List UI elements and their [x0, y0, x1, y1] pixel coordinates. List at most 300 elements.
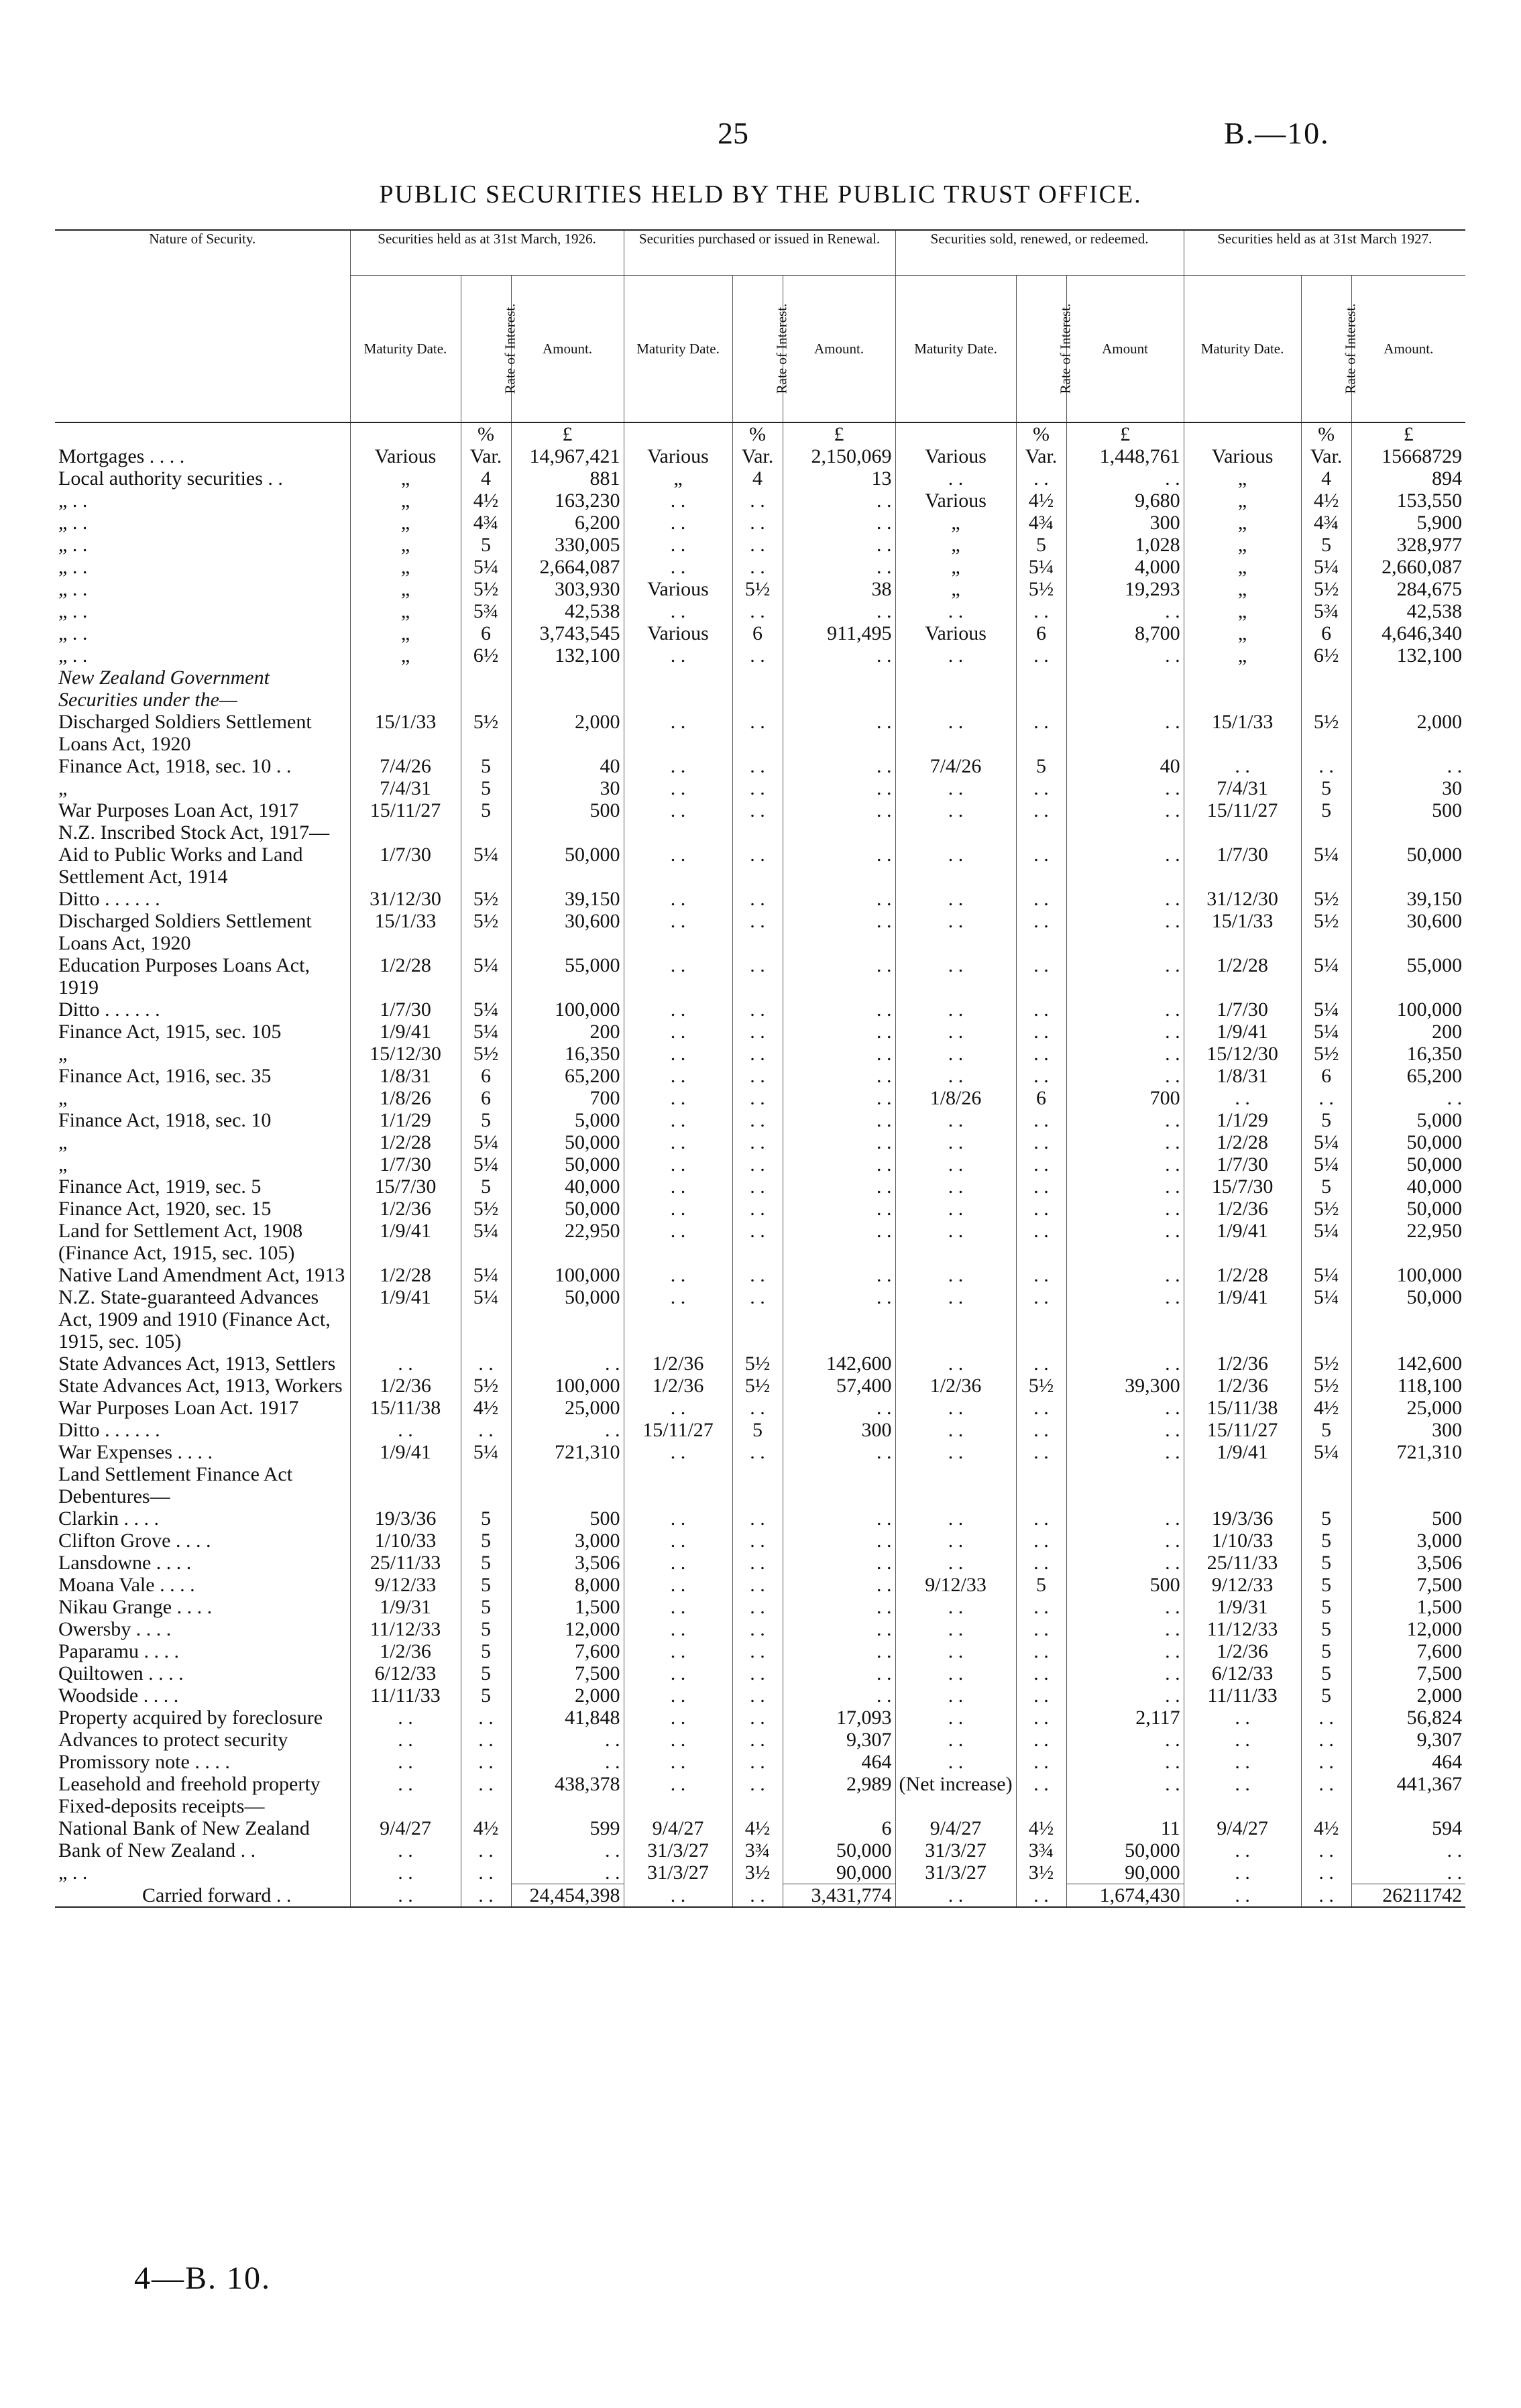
- value-cell: . .: [1066, 1043, 1184, 1065]
- value-cell: 284,675: [1351, 578, 1465, 600]
- empty-cell: [732, 1463, 783, 1507]
- empty-cell: [895, 1795, 1016, 1817]
- value-cell: 894: [1351, 467, 1465, 490]
- value-cell: 700: [1066, 1087, 1184, 1109]
- value-cell: . .: [895, 1198, 1016, 1220]
- value-cell: . .: [1016, 910, 1066, 954]
- empty-cell: [461, 667, 511, 711]
- value-cell: . .: [783, 600, 895, 622]
- value-cell: 153,550: [1351, 490, 1465, 512]
- value-cell: . .: [732, 1153, 783, 1176]
- value-cell: 5¼: [1301, 1153, 1351, 1176]
- empty-cell: [895, 667, 1016, 711]
- value-cell: . .: [783, 1574, 895, 1596]
- value-cell: Var.: [461, 445, 511, 467]
- value-cell: „: [1184, 622, 1301, 644]
- value-cell: 1/9/41: [350, 1286, 461, 1353]
- value-cell: 50,000: [511, 1286, 624, 1353]
- value-cell: . .: [783, 1264, 895, 1286]
- value-cell: . .: [461, 1419, 511, 1441]
- value-cell: 65,200: [511, 1065, 624, 1087]
- value-cell: 11/11/33: [350, 1684, 461, 1707]
- table-row: [55, 821, 1465, 844]
- value-cell: 50,000: [783, 1839, 895, 1861]
- value-cell: 1/2/28: [350, 954, 461, 998]
- value-cell: . .: [1016, 1684, 1066, 1707]
- value-cell: 31/12/30: [350, 888, 461, 910]
- value-cell: 15/1/33: [1184, 711, 1301, 755]
- value-cell: 30,600: [511, 910, 624, 954]
- value-cell: . .: [895, 467, 1016, 490]
- value-cell: 5¼: [461, 556, 511, 578]
- security-name: „ . .: [58, 622, 88, 644]
- rate-header: Rate of Interest.: [732, 276, 783, 423]
- security-name: Finance Act, 1918, sec. 10: [58, 1109, 272, 1131]
- value-cell: 5½: [461, 888, 511, 910]
- value-cell: 7/4/31: [1184, 777, 1301, 799]
- value-cell: . .: [461, 1353, 511, 1375]
- value-cell: 1/2/36: [624, 1375, 732, 1397]
- empty-cell: [1351, 1463, 1465, 1507]
- value-cell: 1/2/36: [624, 1353, 732, 1375]
- value-cell: . .: [1066, 1397, 1184, 1419]
- value-cell: 30: [511, 777, 624, 799]
- security-name: Aid to Public Works and Land Settlement Act, 1914: [58, 844, 303, 888]
- empty-cell: [1351, 667, 1465, 711]
- value-cell: . .: [1184, 1839, 1301, 1861]
- value-cell: 1/2/36: [1184, 1375, 1301, 1397]
- value-cell: . .: [511, 1751, 624, 1773]
- value-cell: . .: [624, 644, 732, 667]
- value-cell: . .: [895, 777, 1016, 799]
- value-cell: 5¼: [461, 1220, 511, 1264]
- value-cell: . .: [1351, 755, 1465, 777]
- value-cell: 5½: [732, 1375, 783, 1397]
- value-cell: . .: [732, 1640, 783, 1662]
- value-cell: . .: [732, 490, 783, 512]
- value-cell: 500: [511, 799, 624, 821]
- value-cell: 2,000: [1351, 1684, 1465, 1707]
- value-cell: . .: [1016, 1109, 1066, 1131]
- value-cell: 5: [1016, 1574, 1066, 1596]
- value-cell: „: [350, 600, 461, 622]
- value-cell: . .: [732, 1065, 783, 1087]
- value-cell: . .: [1301, 1729, 1351, 1751]
- value-cell: 22,950: [511, 1220, 624, 1264]
- table-row: [55, 1087, 1465, 1109]
- value-cell: 5½: [1301, 888, 1351, 910]
- value-cell: „: [895, 534, 1016, 556]
- value-cell: „: [350, 512, 461, 534]
- total-cell: . .: [732, 1884, 783, 1908]
- value-cell: 1/9/41: [1184, 1441, 1301, 1463]
- value-cell: . .: [895, 1264, 1016, 1286]
- value-cell: 25/11/33: [350, 1552, 461, 1574]
- value-cell: 100,000: [1351, 1264, 1465, 1286]
- page-number: 25: [718, 116, 748, 150]
- value-cell: . .: [732, 1198, 783, 1220]
- value-cell: . .: [1066, 1596, 1184, 1618]
- value-cell: 1/9/41: [1184, 1021, 1301, 1043]
- security-name: N.Z. Inscribed Stock Act, 1917—: [58, 821, 330, 844]
- value-cell: 3,506: [511, 1552, 624, 1574]
- value-cell: . .: [350, 1419, 461, 1441]
- value-cell: 1/8/26: [895, 1087, 1016, 1109]
- empty-cell: [1184, 1795, 1301, 1817]
- table-row: [55, 954, 1465, 998]
- value-cell: 2,000: [511, 711, 624, 755]
- security-name: „ . .: [58, 534, 88, 556]
- security-name: Promissory note . . . .: [58, 1751, 230, 1773]
- value-cell: . .: [783, 1176, 895, 1198]
- value-cell: . .: [1066, 1065, 1184, 1087]
- value-cell: . .: [1016, 1220, 1066, 1264]
- percent-unit: %: [732, 422, 783, 445]
- maturity-header: Maturity Date.: [1184, 276, 1301, 423]
- value-cell: . .: [1066, 1176, 1184, 1198]
- value-cell: 1/8/31: [350, 1065, 461, 1087]
- value-cell: 5½: [1301, 1375, 1351, 1397]
- value-cell: 42,538: [1351, 600, 1465, 622]
- value-cell: . .: [624, 1552, 732, 1574]
- value-cell: 9/4/27: [1184, 1817, 1301, 1839]
- value-cell: . .: [1184, 1751, 1301, 1773]
- value-cell: 15/11/27: [350, 799, 461, 821]
- value-cell: 721,310: [1351, 1441, 1465, 1463]
- table-row: [55, 888, 1465, 910]
- value-cell: 500: [511, 1507, 624, 1530]
- table-row: [55, 1286, 1465, 1353]
- table-row: [55, 799, 1465, 821]
- total-cell: . .: [461, 1884, 511, 1908]
- value-cell: . .: [732, 1662, 783, 1684]
- value-cell: 9/12/33: [1184, 1574, 1301, 1596]
- empty-cell: [1184, 1463, 1301, 1507]
- table-row: [55, 1131, 1465, 1153]
- value-cell: . .: [783, 1507, 895, 1530]
- value-cell: . .: [732, 556, 783, 578]
- value-cell: . .: [732, 1618, 783, 1640]
- value-cell: . .: [350, 1773, 461, 1795]
- security-name: Discharged Soldiers Settlement Loans Act, 1920: [58, 711, 312, 755]
- total-cell: . .: [1184, 1884, 1301, 1908]
- security-name: Leasehold and freehold property: [58, 1773, 321, 1795]
- table-row: [55, 1353, 1465, 1375]
- value-cell: 6: [732, 622, 783, 644]
- total-cell: . .: [1301, 1884, 1351, 1908]
- value-cell: 5: [461, 755, 511, 777]
- value-cell: 9/4/27: [350, 1817, 461, 1839]
- value-cell: . .: [624, 1662, 732, 1684]
- value-cell: . .: [732, 711, 783, 755]
- table-row: [55, 1795, 1465, 1817]
- empty-cell: [732, 667, 783, 711]
- value-cell: . .: [1066, 1419, 1184, 1441]
- table-row: [55, 667, 1465, 711]
- value-cell: 200: [511, 1021, 624, 1043]
- value-cell: . .: [624, 711, 732, 755]
- value-cell: 39,150: [1351, 888, 1465, 910]
- value-cell: . .: [624, 998, 732, 1021]
- value-cell: . .: [895, 1618, 1016, 1640]
- value-cell: 25/11/33: [1184, 1552, 1301, 1574]
- value-cell: 4: [1301, 467, 1351, 490]
- value-cell: . .: [1066, 1264, 1184, 1286]
- value-cell: 57,400: [783, 1375, 895, 1397]
- security-name: Woodside . . . .: [58, 1684, 179, 1707]
- value-cell: . .: [732, 888, 783, 910]
- empty-cell: [1301, 821, 1351, 844]
- table-row: [55, 1530, 1465, 1552]
- value-cell: . .: [732, 1087, 783, 1109]
- value-cell: „: [350, 578, 461, 600]
- value-cell: . .: [783, 711, 895, 755]
- value-cell: . .: [1066, 1684, 1184, 1707]
- value-cell: . .: [624, 1640, 732, 1662]
- security-name: Land Settlement Finance Act Debentures—: [58, 1463, 293, 1507]
- value-cell: 9,307: [783, 1729, 895, 1751]
- value-cell: . .: [1066, 1109, 1184, 1131]
- value-cell: . .: [732, 1707, 783, 1729]
- value-cell: . .: [1066, 1552, 1184, 1574]
- value-cell: 9/12/33: [350, 1574, 461, 1596]
- security-name: „ . .: [58, 644, 88, 667]
- value-cell: 4½: [1016, 1817, 1066, 1839]
- value-cell: 5¼: [1016, 556, 1066, 578]
- value-cell: 4: [461, 467, 511, 490]
- value-cell: . .: [895, 844, 1016, 888]
- table-row: [55, 1596, 1465, 1618]
- table-row: [55, 1109, 1465, 1131]
- value-cell: . .: [1066, 1751, 1184, 1773]
- value-cell: . .: [1066, 1773, 1184, 1795]
- empty-cell: [350, 1463, 461, 1507]
- value-cell: 2,660,087: [1351, 556, 1465, 578]
- security-name: „ . .: [58, 600, 88, 622]
- value-cell: „: [1184, 467, 1301, 490]
- value-cell: . .: [732, 600, 783, 622]
- value-cell: . .: [895, 1662, 1016, 1684]
- value-cell: Various: [1184, 445, 1301, 467]
- value-cell: . .: [732, 644, 783, 667]
- value-cell: 5¼: [1301, 844, 1351, 888]
- empty-cell: [624, 1463, 732, 1507]
- value-cell: . .: [895, 1419, 1016, 1441]
- value-cell: 5¼: [461, 998, 511, 1021]
- value-cell: . .: [732, 1131, 783, 1153]
- value-cell: . .: [895, 998, 1016, 1021]
- table-row: [55, 1021, 1465, 1043]
- amount-header: Amount.: [1351, 276, 1465, 423]
- value-cell: . .: [624, 1131, 732, 1153]
- value-cell: 50,000: [1351, 1198, 1465, 1220]
- value-cell: 9/12/33: [895, 1574, 1016, 1596]
- value-cell: 25,000: [1351, 1397, 1465, 1419]
- value-cell: . .: [732, 1751, 783, 1773]
- value-cell: . .: [1066, 467, 1184, 490]
- value-cell: . .: [624, 534, 732, 556]
- value-cell: 11/11/33: [1184, 1684, 1301, 1707]
- value-cell: 40,000: [1351, 1176, 1465, 1198]
- value-cell: 7/4/26: [350, 755, 461, 777]
- value-cell: 15/12/30: [350, 1043, 461, 1065]
- value-cell: . .: [732, 534, 783, 556]
- value-cell: . .: [783, 888, 895, 910]
- empty-cell: [461, 1795, 511, 1817]
- value-cell: 7,500: [1351, 1574, 1465, 1596]
- value-cell: . .: [895, 1441, 1016, 1463]
- table-row: [55, 1773, 1465, 1795]
- value-cell: 5¼: [1301, 998, 1351, 1021]
- value-cell: . .: [1016, 1153, 1066, 1176]
- value-cell: 6: [1016, 1087, 1066, 1109]
- value-cell: 40,000: [511, 1176, 624, 1198]
- units-row: [55, 422, 1465, 445]
- page-title: PUBLIC SECURITIES HELD BY THE PUBLIC TRUST OFFICE.: [379, 180, 1142, 209]
- table-row: [55, 622, 1465, 644]
- value-cell: 38: [783, 578, 895, 600]
- table-row: [55, 910, 1465, 954]
- value-cell: . .: [1016, 1552, 1066, 1574]
- value-cell: . .: [624, 1043, 732, 1065]
- security-name: State Advances Act, 1913, Settlers: [58, 1353, 336, 1375]
- value-cell: „: [895, 578, 1016, 600]
- value-cell: 31/3/27: [624, 1839, 732, 1861]
- table-row: [55, 512, 1465, 534]
- value-cell: 3½: [1016, 1861, 1066, 1884]
- rate-header: Rate of Interest.: [1301, 276, 1351, 423]
- value-cell: 15/1/33: [350, 910, 461, 954]
- value-cell: 5: [461, 1552, 511, 1574]
- value-cell: 1/9/41: [1184, 1220, 1301, 1264]
- security-name: Mortgages . . . .: [58, 445, 185, 467]
- value-cell: . .: [732, 844, 783, 888]
- value-cell: 100,000: [511, 998, 624, 1021]
- value-cell: 15/1/33: [1184, 910, 1301, 954]
- value-cell: 5¼: [461, 1286, 511, 1353]
- value-cell: 1/2/36: [1184, 1198, 1301, 1220]
- table-row: [55, 556, 1465, 578]
- securities-table: [55, 229, 1465, 1908]
- value-cell: 1/8/31: [1184, 1065, 1301, 1087]
- value-cell: 5¼: [1301, 1021, 1351, 1043]
- empty-cell: [1016, 667, 1066, 711]
- value-cell: 5¼: [1301, 1441, 1351, 1463]
- value-cell: . .: [1066, 711, 1184, 755]
- value-cell: „: [350, 490, 461, 512]
- value-cell: 5½: [1016, 1375, 1066, 1397]
- value-cell: . .: [783, 910, 895, 954]
- value-cell: 2,000: [1351, 711, 1465, 755]
- value-cell: 3,743,545: [511, 622, 624, 644]
- value-cell: 5: [461, 1596, 511, 1618]
- value-cell: . .: [732, 1264, 783, 1286]
- value-cell: 1/10/33: [350, 1530, 461, 1552]
- value-cell: Var.: [1301, 445, 1351, 467]
- value-cell: . .: [732, 1176, 783, 1198]
- table-row: [55, 1574, 1465, 1596]
- table-row: [55, 1662, 1465, 1684]
- security-name: Ditto . . . . . .: [58, 888, 160, 910]
- value-cell: . .: [732, 1441, 783, 1463]
- value-cell: 5½: [732, 1353, 783, 1375]
- value-cell: „: [895, 512, 1016, 534]
- value-cell: . .: [1066, 1441, 1184, 1463]
- value-cell: 911,495: [783, 622, 895, 644]
- value-cell: . .: [461, 1729, 511, 1751]
- value-cell: 2,989: [783, 1773, 895, 1795]
- value-cell: . .: [461, 1839, 511, 1861]
- value-cell: . .: [1301, 1861, 1351, 1884]
- value-cell: . .: [1066, 910, 1184, 954]
- table-row: [55, 1153, 1465, 1176]
- value-cell: . .: [895, 1109, 1016, 1131]
- empty-cell: [461, 1463, 511, 1507]
- value-cell: . .: [783, 1065, 895, 1087]
- table-row: [55, 1618, 1465, 1640]
- value-cell: . .: [783, 1153, 895, 1176]
- value-cell: . .: [783, 1220, 895, 1264]
- table-row: [55, 1463, 1465, 1507]
- value-cell: . .: [624, 1707, 732, 1729]
- value-cell: 5: [1301, 777, 1351, 799]
- value-cell: . .: [1016, 1751, 1066, 1773]
- table-row: [55, 1419, 1465, 1441]
- value-cell: . .: [1066, 888, 1184, 910]
- value-cell: . .: [1066, 777, 1184, 799]
- value-cell: . .: [895, 910, 1016, 954]
- value-cell: . .: [511, 1353, 624, 1375]
- value-cell: 6: [1301, 1065, 1351, 1087]
- value-cell: 9/4/27: [624, 1817, 732, 1839]
- table-row: [55, 445, 1465, 467]
- value-cell: . .: [1066, 1286, 1184, 1353]
- value-cell: . .: [783, 1043, 895, 1065]
- value-cell: . .: [461, 1861, 511, 1884]
- value-cell: . .: [1016, 998, 1066, 1021]
- percent-unit: %: [461, 422, 511, 445]
- value-cell: 5¼: [461, 1153, 511, 1176]
- value-cell: . .: [895, 644, 1016, 667]
- value-cell: 1/2/36: [350, 1198, 461, 1220]
- value-cell: . .: [1016, 1441, 1066, 1463]
- value-cell: 5½: [1301, 910, 1351, 954]
- value-cell: . .: [511, 1839, 624, 1861]
- value-cell: 5: [732, 1419, 783, 1441]
- value-cell: 300: [1351, 1419, 1465, 1441]
- value-cell: 17,093: [783, 1707, 895, 1729]
- value-cell: 50,000: [511, 1198, 624, 1220]
- value-cell: 6/12/33: [350, 1662, 461, 1684]
- value-cell: 300: [1066, 512, 1184, 534]
- amount-header: Amount: [1066, 276, 1184, 423]
- security-name: „ . .: [58, 578, 88, 600]
- empty-cell: [732, 821, 783, 844]
- value-cell: . .: [1016, 1176, 1066, 1198]
- table-row: [55, 1043, 1465, 1065]
- value-cell: . .: [624, 1751, 732, 1773]
- value-cell: . .: [350, 1707, 461, 1729]
- value-cell: „: [1184, 490, 1301, 512]
- total-cell: . .: [895, 1884, 1016, 1908]
- value-cell: 5: [1301, 1574, 1351, 1596]
- table-row: [55, 1441, 1465, 1463]
- value-cell: . .: [732, 910, 783, 954]
- empty-cell: [1301, 1795, 1351, 1817]
- value-cell: . .: [783, 954, 895, 998]
- value-cell: . .: [783, 1662, 895, 1684]
- value-cell: 7/4/26: [895, 755, 1016, 777]
